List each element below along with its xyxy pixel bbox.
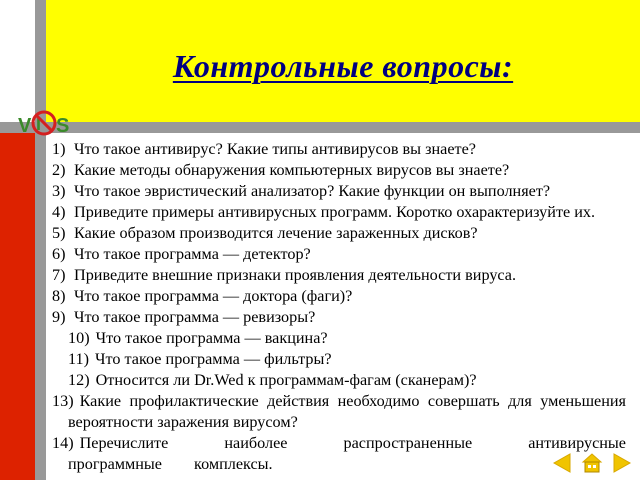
question-item: [52, 244, 626, 265]
question-number: 13): [52, 392, 74, 410]
question-number: 6): [52, 245, 66, 263]
question-item: [52, 223, 626, 244]
question-text: Что такое антивирус? Какие типы антивирусов вы знаете?: [74, 140, 476, 158]
question-text: Что такое программа — фильтры?: [94, 350, 332, 368]
question-item: [52, 202, 626, 223]
questions-list: [52, 139, 626, 475]
logo-letter-s: S: [56, 115, 70, 137]
question-number: 14): [52, 434, 74, 452]
slide-title: Контрольные вопросы:: [172, 48, 514, 84]
question-number: 12): [68, 371, 90, 389]
question-number: 7): [52, 266, 66, 284]
question-number: 1): [52, 140, 66, 158]
no-virus-icon: [16, 108, 72, 138]
question-text: Приведите внешние признаки проявления деятельности вируса.: [74, 266, 517, 284]
question-number: 2): [52, 161, 66, 179]
question-text: Какие методы обнаружения компьютерных вирусов вы знаете?: [74, 161, 510, 179]
horizontal-divider-bar: [0, 122, 640, 133]
question-item: [52, 265, 626, 286]
question-text: Что такое программа — доктора (фаги)?: [74, 287, 353, 305]
question-number: 11): [68, 350, 89, 368]
home-icon[interactable]: [581, 452, 603, 474]
next-arrow-icon[interactable]: [612, 452, 632, 474]
question-item: [52, 307, 626, 328]
question-item: [52, 349, 626, 370]
question-item: [52, 370, 626, 391]
question-number: 5): [52, 224, 66, 242]
question-text: Какие профилактические действия необходимо совершать для уменьшения вероятности заражения вирусом?: [68, 392, 626, 431]
question-number: 10): [68, 329, 90, 347]
question-item: [52, 433, 626, 475]
question-text: Что такое программа — вакцина?: [95, 329, 328, 347]
question-item: [52, 286, 626, 307]
vertical-divider-bar: [35, 0, 46, 480]
side-accent-block: [0, 133, 35, 480]
question-text: Перечислите наиболее распространенные антивирусные программные комплексы.: [68, 434, 626, 473]
question-item: [52, 160, 626, 181]
question-text: Приведите примеры антивирусных программ. Коротко охарактеризуйте их.: [74, 203, 596, 221]
question-item: [52, 391, 626, 433]
logo-letter-v: V: [18, 115, 32, 137]
question-item: [52, 181, 626, 202]
question-number: 3): [52, 182, 66, 200]
question-number: 9): [52, 308, 66, 326]
question-number: 4): [52, 203, 66, 221]
question-number: 8): [52, 287, 66, 305]
question-text: Что такое программа — детектор?: [74, 245, 311, 263]
question-text: Что такое программа — ревизоры?: [74, 308, 316, 326]
question-item: [52, 328, 626, 349]
top-left-corner: [0, 0, 35, 122]
question-text: Что такое эвристический анализатор? Какие функции он выполняет?: [74, 182, 551, 200]
question-item: [52, 139, 626, 160]
svg-text:I: I: [36, 114, 42, 134]
prev-arrow-icon[interactable]: [552, 452, 572, 474]
question-text: Относится ли Dr.Wed к программам-фагам (сканерам)?: [95, 371, 477, 389]
question-text: Какие образом производится лечение зараженных дисков?: [74, 224, 478, 242]
